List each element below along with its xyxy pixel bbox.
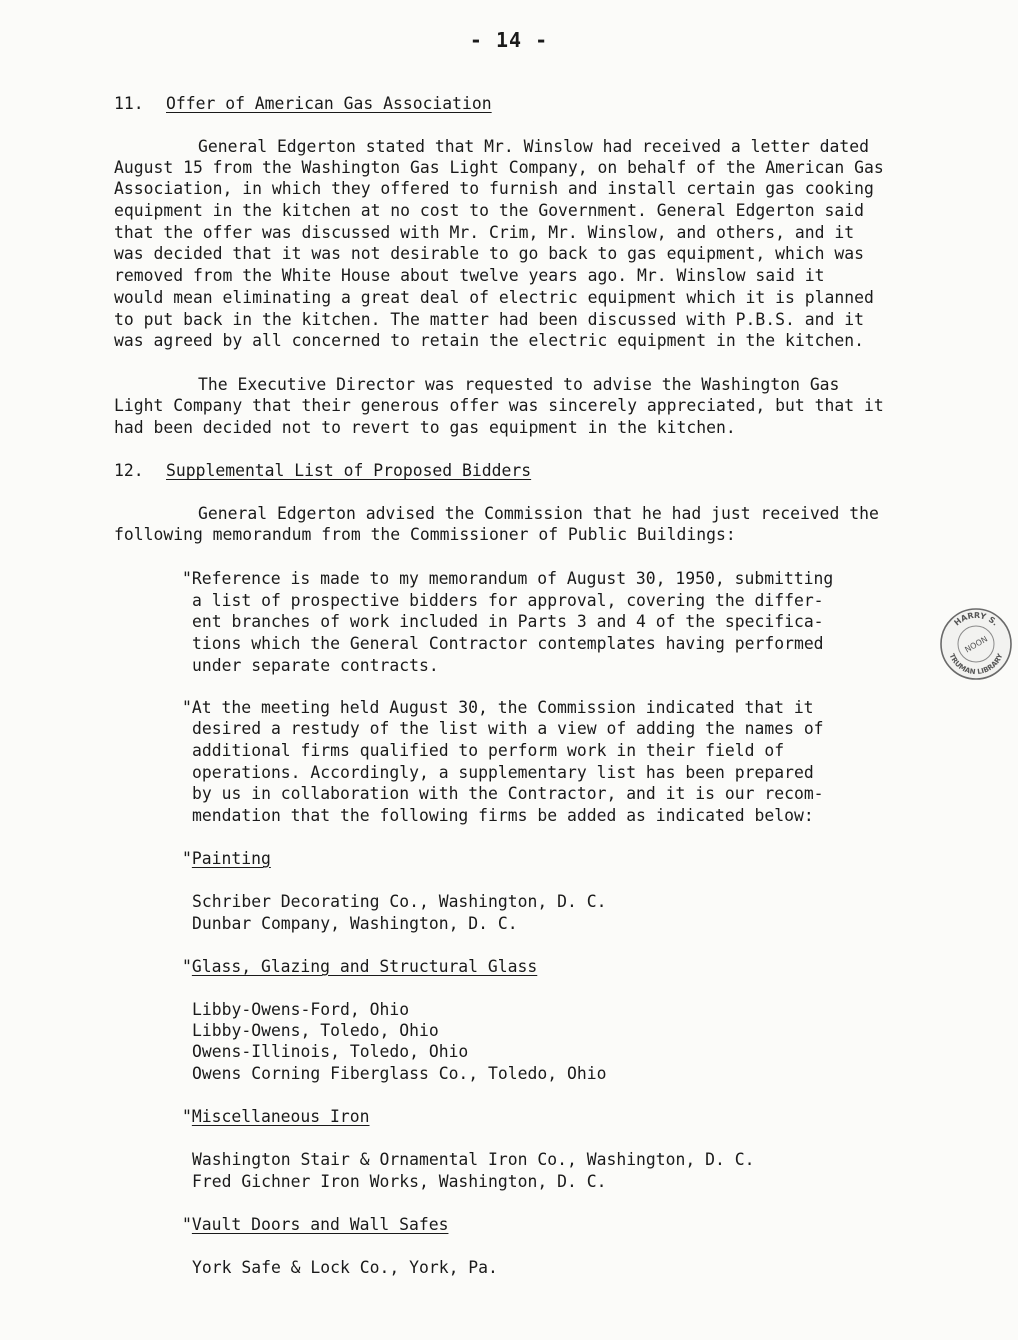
- page-number: - 14 -: [469, 28, 549, 52]
- category-title: Miscellaneous Iron: [191, 1107, 370, 1126]
- paragraph-line: Light Company that their generous offer was sincerely appreciated, but that it: [114, 396, 884, 415]
- paragraph-line: to put back in the kitchen. The matter had been discussed with P.B.S. and it: [114, 310, 864, 329]
- section-12-number: 12.: [114, 461, 144, 480]
- section-11-number: 11.: [114, 94, 144, 113]
- firm-item: Schriber Decorating Co., Washington, D. C.: [192, 892, 607, 911]
- category-heading: [182, 1214, 448, 1235]
- library-stamp-icon: [938, 606, 1014, 682]
- svg-text:NOON: NOON: [963, 634, 990, 655]
- firm-item: Owens Corning Fiberglass Co., Toledo, Ohio: [192, 1064, 607, 1083]
- category-heading: [182, 848, 271, 869]
- firm-item: Libby-Owens-Ford, Ohio: [192, 1000, 410, 1019]
- paragraph-line: General Edgerton advised the Commission that he had just received the: [198, 504, 879, 523]
- paragraph-line: following memorandum from the Commissioner of Public Buildings:: [114, 525, 736, 544]
- quote-line: "At the meeting held August 30, the Commission indicated that it: [182, 698, 814, 717]
- quote-mark: ": [182, 1107, 192, 1126]
- paragraph-line: removed from the White House about twelve years ago. Mr. Winslow said it: [114, 266, 825, 285]
- quote-line: by us in collaboration with the Contractor, and it is our recom-: [192, 784, 824, 803]
- quote-line: under separate contracts.: [192, 656, 439, 675]
- firm-item: Fred Gichner Iron Works, Washington, D. C.: [192, 1172, 607, 1191]
- category-title: Painting: [191, 849, 271, 868]
- quote-line: additional firms qualified to perform work in their field of: [192, 741, 785, 760]
- firm-item: Libby-Owens, Toledo, Ohio: [192, 1021, 439, 1040]
- category-title: Vault Doors and Wall Safes: [191, 1215, 449, 1234]
- paragraph-line: Association, in which they offered to furnish and install certain gas cooking: [114, 179, 874, 198]
- paragraph-line: General Edgerton stated that Mr. Winslow had received a letter dated: [198, 137, 870, 156]
- paragraph-line: was decided that it was not desirable to go back to gas equipment, which was: [114, 244, 864, 263]
- quote-mark: ": [182, 1215, 192, 1234]
- quote-line: a list of prospective bidders for approval, covering the differ-: [192, 591, 824, 610]
- paragraph-line: equipment in the kitchen at no cost to the Government. General Edgerton said: [114, 201, 864, 220]
- firm-item: Washington Stair & Ornamental Iron Co., Washington, D. C.: [192, 1150, 755, 1169]
- quote-line: desired a restudy of the list with a view of adding the names of: [192, 719, 824, 738]
- svg-text:TRUMAN LIBRARY: TRUMAN LIBRARY: [947, 652, 1005, 677]
- firm-item: Owens-Illinois, Toledo, Ohio: [192, 1042, 469, 1061]
- paragraph-line: that the offer was discussed with Mr. Crim, Mr. Winslow, and others, and it: [114, 223, 855, 242]
- section-12-heading: Supplemental List of Proposed Bidders: [166, 461, 532, 480]
- paragraph-line: August 15 from the Washington Gas Light Company, on behalf of the American Gas: [114, 158, 884, 177]
- svg-text:HARRY S.: HARRY S.: [952, 610, 1000, 628]
- quote-line: operations. Accordingly, a supplementary list has been prepared: [192, 763, 814, 782]
- quote-mark: ": [182, 849, 192, 868]
- category-title: Glass, Glazing and Structural Glass: [191, 957, 538, 976]
- paragraph-line: had been decided not to revert to gas equipment in the kitchen.: [114, 418, 736, 437]
- paragraph-line: The Executive Director was requested to advise the Washington Gas: [198, 375, 840, 394]
- quote-line: "Reference is made to my memorandum of August 30, 1950, submitting: [182, 569, 834, 588]
- firm-item: Dunbar Company, Washington, D. C.: [192, 914, 518, 933]
- quote-line: tions which the General Contractor contemplates having performed: [192, 634, 824, 653]
- paragraph-line: was agreed by all concerned to retain the electric equipment in the kitchen.: [114, 331, 864, 350]
- quote-line: ent branches of work included in Parts 3 and 4 of the specifica-: [192, 612, 824, 631]
- category-heading: [182, 1106, 370, 1127]
- category-heading: [182, 956, 537, 977]
- section-11-heading: Offer of American Gas Association: [166, 94, 492, 113]
- quote-mark: ": [182, 957, 192, 976]
- paragraph-line: would mean eliminating a great deal of electric equipment which it is planned: [114, 288, 874, 307]
- firm-item: York Safe & Lock Co., York, Pa.: [192, 1258, 498, 1277]
- quote-line: mendation that the following firms be added as indicated below:: [192, 806, 814, 825]
